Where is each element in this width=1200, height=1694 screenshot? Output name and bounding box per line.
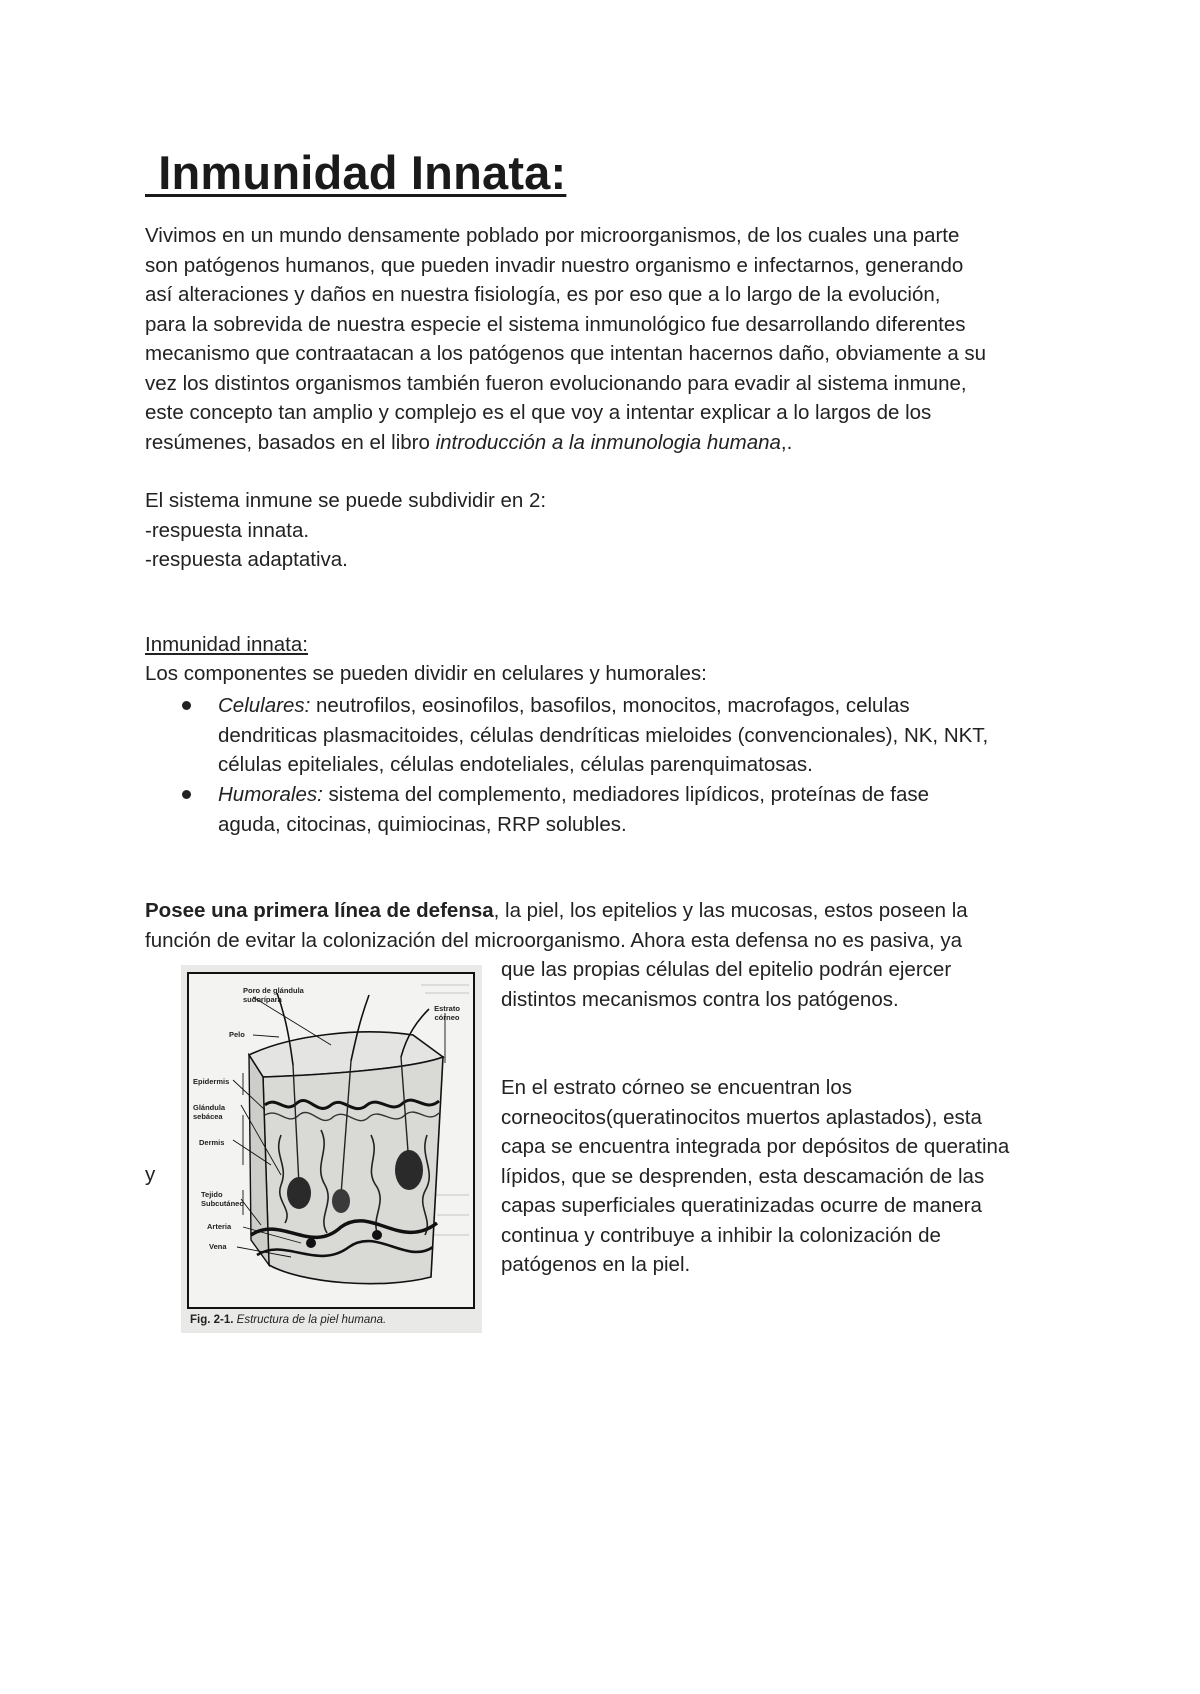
right-line: que las propias células del epitelio podrán ejercer bbox=[501, 958, 952, 981]
right-line: patógenos en la piel. bbox=[501, 1253, 691, 1276]
right-line: En el estrato córneo se encuentran los bbox=[501, 1076, 852, 1099]
figure-caption bbox=[190, 1314, 386, 1326]
right-line: capa se encuentra integrada por depósitos de queratina bbox=[501, 1135, 1010, 1158]
intro-paragraph bbox=[145, 221, 1075, 457]
figure-label-arteria: Arteria bbox=[207, 1222, 232, 1231]
bullet-dot bbox=[182, 790, 191, 799]
bullet-dot bbox=[182, 701, 191, 710]
intro-line: son patógenos humanos, que pueden invadir nuestro organismo e infectarnos, generando bbox=[145, 253, 964, 277]
page-title: Inmunidad Innata: bbox=[145, 146, 567, 199]
skin-structure-figure bbox=[181, 965, 482, 1333]
figure-label-poro: Poro de glándula sudorípara bbox=[243, 986, 304, 1004]
bullet-line: aguda, citocinas, quimiocinas, RRP solubles. bbox=[218, 812, 627, 836]
intro-line: este concepto tan amplio y complejo es el que voy a intentar explicar a lo largos de los bbox=[145, 401, 932, 424]
bullet-label: Celulares: bbox=[218, 694, 311, 717]
intro-last-end: ,. bbox=[780, 430, 793, 454]
intro-line: Vivimos en un mundo densamente poblado por microorganismos, de los cuales una parte bbox=[145, 224, 960, 247]
figure-label-glandula: Glándula sebácea bbox=[193, 1103, 226, 1121]
figure-label-dermis: Dermis bbox=[199, 1138, 225, 1147]
defense-line bbox=[145, 896, 1075, 926]
intro-line: para la sobrevida de nuestra especie el sistema inmunológico fue desarrollando diferentes bbox=[145, 312, 966, 336]
defense-line: función de evitar la colonización del microorganismo. Ahora esta defensa no es pasiva, ya bbox=[145, 928, 963, 952]
intro-line: así alteraciones y daños en nuestra fisiología, es por eso que a lo largo de la evolución, bbox=[145, 283, 941, 306]
bullet-line: células epiteliales, células endoteliales, células parenquimatosas. bbox=[218, 753, 813, 776]
figure-caption-number: Fig. 2-1. bbox=[190, 1314, 234, 1326]
intro-line: vez los distintos organismos también fueron evolucionando para evadir al sistema inmune, bbox=[145, 371, 967, 395]
subdivision-item: -respuesta adaptativa. bbox=[145, 548, 348, 571]
right-line: capas superficiales queratinizadas ocurre de manera bbox=[501, 1194, 982, 1217]
stray-letter: y bbox=[145, 1163, 156, 1186]
bullet-line-text: sistema del complemento, mediadores lipídicos, proteínas de fase bbox=[322, 783, 930, 806]
right-line: lípidos, que se desprenden, esta descamación de las bbox=[501, 1164, 985, 1188]
defense-bold: Posee una primera línea de defensa bbox=[145, 899, 494, 922]
section-heading-innate: Inmunidad innata: bbox=[145, 633, 308, 656]
figure-label-epidermis: Epidermis bbox=[193, 1077, 230, 1086]
figure-label-pelo: Pelo bbox=[229, 1030, 245, 1039]
subdivision-item: -respuesta innata. bbox=[145, 518, 310, 542]
intro-line: mecanismo que contraatacan a los patógenos que intentan hacernos daño, obviamente a su bbox=[145, 342, 987, 365]
figure-label-tejido: Tejido Subcutáneo bbox=[201, 1190, 244, 1208]
subdivision-block bbox=[145, 486, 1075, 575]
book-title: introducción a la inmunologia humana bbox=[435, 430, 781, 454]
defense-line-text: , la piel, los epitelios y las mucosas, estos poseen la bbox=[493, 899, 968, 922]
figure-label-estrato: Estrato córneo bbox=[434, 1004, 460, 1022]
defense-paragraph bbox=[145, 896, 1075, 955]
bullet-text bbox=[218, 691, 1088, 780]
right-column-text-1 bbox=[501, 955, 1081, 1014]
bullet-text bbox=[218, 780, 1088, 839]
subdivision-lead: El sistema inmune se puede subdividir en 2: bbox=[145, 489, 547, 512]
right-column-text-2 bbox=[501, 1073, 1081, 1280]
bullet-line bbox=[218, 691, 1088, 721]
intro-last-start: resúmenes, basados en el libro bbox=[145, 430, 436, 454]
bullet-line: dendriticas plasmacitoides, células dendríticas mieloides (convencionales), NK, NKT, bbox=[218, 723, 989, 747]
intro-last-line bbox=[145, 428, 1075, 458]
figure-label-vena: Vena bbox=[209, 1242, 227, 1251]
bullet-label: Humorales: bbox=[218, 783, 323, 806]
right-line: corneocitos(queratinocitos muertos aplastados), esta bbox=[501, 1105, 982, 1129]
right-line: distintos mecanismos contra los patógenos. bbox=[501, 987, 899, 1011]
right-line: continua y contribuye a inhibir la colonización de bbox=[501, 1223, 941, 1247]
figure-caption-text: Estructura de la piel humana. bbox=[233, 1314, 387, 1326]
bullet-line-text: neutrofilos, eosinofilos, basofilos, monocitos, macrofagos, celulas bbox=[310, 694, 910, 717]
section-lead: Los componentes se pueden dividir en celulares y humorales: bbox=[145, 662, 707, 685]
bullet-line bbox=[218, 780, 1088, 810]
